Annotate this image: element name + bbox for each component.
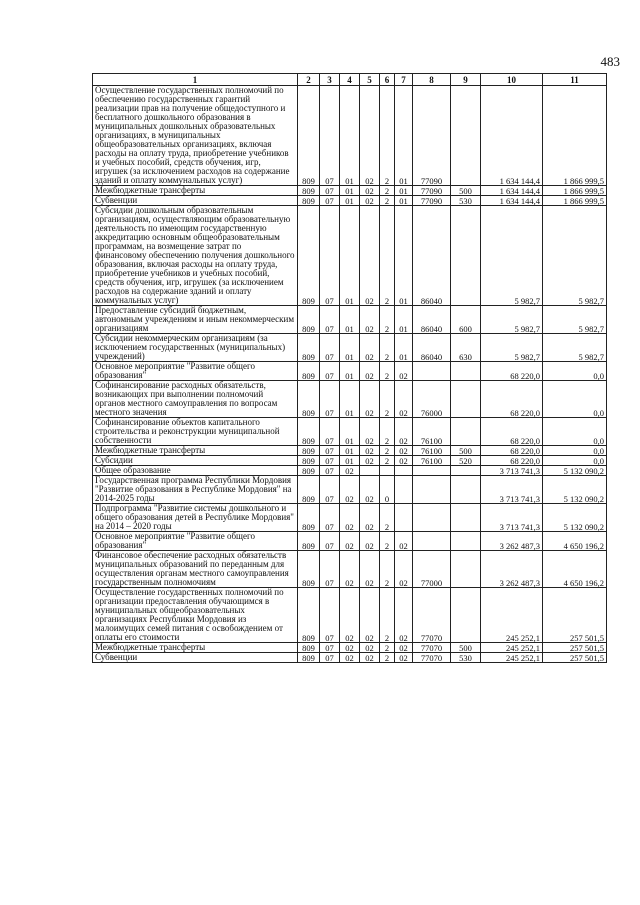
row-value-cell: 2 — [380, 456, 395, 466]
row-value-cell: 809 — [298, 446, 320, 456]
row-value-cell: 07 — [320, 446, 340, 456]
row-name-cell: Субсидии некоммерческим организациям (за исключением государственных (муниципальных) учреждений) — [93, 334, 298, 362]
row-value-cell: 5 982,7 — [481, 334, 543, 362]
row-name-cell: Субвенции — [93, 196, 298, 206]
table-row — [93, 532, 607, 551]
table-row — [93, 466, 607, 476]
row-value-cell: 3 262 487,3 — [481, 551, 543, 588]
row-value-cell: 530 — [451, 653, 481, 663]
row-value-cell: 1 634 144,4 — [481, 186, 543, 196]
row-value-cell: 809 — [298, 466, 320, 476]
row-name-cell: Софинансирование расходных обязательств, возникающих при выполнении полномочий органов местного самоуправления по вопросам местного значения — [93, 381, 298, 418]
column-header: 5 — [360, 74, 380, 86]
row-value-cell: 5 982,7 — [481, 206, 543, 306]
row-value-cell: 77090 — [413, 186, 451, 196]
row-value-cell: 02 — [360, 504, 380, 532]
row-value-cell: 02 — [360, 306, 380, 334]
row-value-cell: 0,0 — [543, 362, 607, 381]
row-value-cell: 245 252,1 — [481, 653, 543, 663]
row-value-cell: 76000 — [413, 381, 451, 418]
row-name-cell: Основное мероприятие "Развитие общего образования" — [93, 362, 298, 381]
row-name-cell: Государственная программа Республики Мордовия "Развитие образования в Республике Мордовия" на 2014-2025 годы — [93, 476, 298, 504]
row-value-cell: 2 — [380, 418, 395, 446]
row-value-cell: 86040 — [413, 206, 451, 306]
budget-table — [92, 73, 607, 663]
row-value-cell: 600 — [451, 306, 481, 334]
row-value-cell: 01 — [340, 381, 360, 418]
table-row — [93, 643, 607, 653]
row-value-cell: 02 — [360, 551, 380, 588]
row-value-cell: 809 — [298, 196, 320, 206]
row-value-cell — [451, 588, 481, 643]
row-value-cell: 02 — [360, 86, 380, 186]
row-value-cell: 1 866 999,5 — [543, 186, 607, 196]
row-value-cell: 02 — [395, 532, 413, 551]
column-header: 10 — [481, 74, 543, 86]
row-value-cell — [451, 504, 481, 532]
row-value-cell: 01 — [395, 206, 413, 306]
row-value-cell: 0,0 — [543, 446, 607, 456]
row-value-cell: 630 — [451, 334, 481, 362]
column-header: 8 — [413, 74, 451, 86]
row-value-cell — [451, 551, 481, 588]
row-value-cell: 0,0 — [543, 418, 607, 446]
row-value-cell: 02 — [360, 653, 380, 663]
row-value-cell: 3 713 741,3 — [481, 466, 543, 476]
row-value-cell: 2 — [380, 446, 395, 456]
row-value-cell: 01 — [340, 334, 360, 362]
row-value-cell: 02 — [360, 206, 380, 306]
row-value-cell: 07 — [320, 362, 340, 381]
row-name-cell: Финансовое обеспечение расходных обязательств муниципальных образований по переданным для осуществления органам местного самоуправления государственным полномочиям — [93, 551, 298, 588]
row-value-cell: 07 — [320, 476, 340, 504]
row-value-cell — [451, 362, 481, 381]
row-value-cell: 2 — [380, 504, 395, 532]
row-value-cell: 02 — [360, 362, 380, 381]
row-value-cell: 500 — [451, 446, 481, 456]
table-row — [93, 334, 607, 362]
row-value-cell: 500 — [451, 186, 481, 196]
row-value-cell: 02 — [340, 588, 360, 643]
row-value-cell: 5 132 090,2 — [543, 504, 607, 532]
row-value-cell: 07 — [320, 653, 340, 663]
row-value-cell: 01 — [340, 206, 360, 306]
row-value-cell: 01 — [340, 86, 360, 186]
row-name-cell: Софинансирование объектов капитального строительства и реконструкции муниципальной собственности — [93, 418, 298, 446]
row-value-cell: 07 — [320, 456, 340, 466]
row-value-cell: 0,0 — [543, 381, 607, 418]
row-value-cell: 809 — [298, 306, 320, 334]
row-value-cell: 02 — [395, 362, 413, 381]
column-header: 3 — [320, 74, 340, 86]
row-name-cell: Подпрограмма "Развитие системы дошкольного и общего образования детей в Республике Мордовия" на 2014 – 2020 годы — [93, 504, 298, 532]
row-value-cell: 02 — [360, 532, 380, 551]
column-header: 7 — [395, 74, 413, 86]
row-value-cell: 809 — [298, 381, 320, 418]
row-value-cell: 809 — [298, 456, 320, 466]
row-value-cell: 02 — [340, 476, 360, 504]
row-value-cell: 500 — [451, 643, 481, 653]
row-value-cell: 02 — [395, 381, 413, 418]
row-value-cell: 02 — [340, 653, 360, 663]
row-value-cell — [413, 466, 451, 476]
row-value-cell — [451, 86, 481, 186]
row-value-cell: 3 262 487,3 — [481, 532, 543, 551]
row-value-cell: 07 — [320, 466, 340, 476]
row-value-cell: 809 — [298, 418, 320, 446]
row-value-cell: 5 982,7 — [481, 306, 543, 334]
row-name-cell: Осуществление государственных полномочий по обеспечению государственных гарантий реализации прав на получение общедоступного и бесплатного дошкольного образования в муниципальных дошкольных образовательных организациях, в муниципальных общеобразовательных организациях, включая расходы на оплату труда, приобретение учебников и учебных пособий, средств обучения, игр, игрушек (за исключением расходов на содержание зданий и оплату коммунальных услуг) — [93, 86, 298, 186]
table-row — [93, 86, 607, 186]
row-value-cell: 1 634 144,4 — [481, 196, 543, 206]
row-value-cell: 02 — [360, 196, 380, 206]
row-value-cell: 68 220,0 — [481, 362, 543, 381]
table-row — [93, 551, 607, 588]
row-value-cell: 02 — [395, 653, 413, 663]
row-value-cell: 02 — [395, 446, 413, 456]
row-value-cell: 02 — [395, 456, 413, 466]
row-value-cell — [395, 466, 413, 476]
row-value-cell: 257 501,5 — [543, 588, 607, 643]
row-value-cell: 0 — [380, 476, 395, 504]
row-value-cell: 5 132 090,2 — [543, 466, 607, 476]
row-value-cell: 01 — [395, 334, 413, 362]
row-value-cell: 4 650 196,2 — [543, 532, 607, 551]
row-value-cell: 02 — [340, 466, 360, 476]
row-value-cell: 2 — [380, 643, 395, 653]
row-value-cell: 02 — [340, 504, 360, 532]
table-row — [93, 418, 607, 446]
table-row — [93, 381, 607, 418]
row-name-cell: Межбюджетные трансферты — [93, 186, 298, 196]
row-name-cell: Межбюджетные трансферты — [93, 643, 298, 653]
row-value-cell: 07 — [320, 306, 340, 334]
row-value-cell: 01 — [340, 306, 360, 334]
row-value-cell — [413, 532, 451, 551]
row-value-cell: 02 — [340, 551, 360, 588]
row-value-cell: 02 — [340, 643, 360, 653]
table-row — [93, 362, 607, 381]
row-value-cell: 07 — [320, 186, 340, 196]
row-value-cell — [451, 466, 481, 476]
row-value-cell — [395, 476, 413, 504]
row-name-cell: Субвенции — [93, 653, 298, 663]
row-value-cell: 0,0 — [543, 456, 607, 466]
row-name-cell: Межбюджетные трансферты — [93, 446, 298, 456]
row-value-cell: 1 634 144,4 — [481, 86, 543, 186]
row-value-cell: 01 — [340, 446, 360, 456]
row-value-cell: 07 — [320, 334, 340, 362]
row-value-cell: 809 — [298, 643, 320, 653]
row-value-cell: 07 — [320, 381, 340, 418]
row-value-cell: 02 — [360, 186, 380, 196]
row-name-cell: Общее образование — [93, 466, 298, 476]
row-value-cell: 3 713 741,3 — [481, 476, 543, 504]
row-value-cell: 02 — [340, 532, 360, 551]
row-value-cell: 77070 — [413, 653, 451, 663]
row-value-cell: 2 — [380, 86, 395, 186]
row-value-cell — [380, 466, 395, 476]
column-header: 6 — [380, 74, 395, 86]
row-value-cell: 01 — [395, 86, 413, 186]
row-value-cell — [451, 206, 481, 306]
row-value-cell: 5 982,7 — [543, 206, 607, 306]
row-value-cell: 02 — [395, 418, 413, 446]
table-row — [93, 446, 607, 456]
row-value-cell: 2 — [380, 334, 395, 362]
row-value-cell: 245 252,1 — [481, 643, 543, 653]
row-name-cell: Субсидии дошкольным образовательным организациям, осуществляющим образовательную деятельность по имеющим государственную аккредитацию основным общеобразовательным программам, на возмещение затрат по финансовому обеспечению получения дошкольного образования, включая расходы на оплату труда, приобретение учебников и учебных пособий, средств обучения, игр, игрушек (за исключением расходов на содержание зданий и оплату коммунальных услуг) — [93, 206, 298, 306]
row-value-cell: 02 — [395, 551, 413, 588]
row-value-cell: 02 — [360, 446, 380, 456]
row-value-cell: 68 220,0 — [481, 418, 543, 446]
row-value-cell: 5 132 090,2 — [543, 476, 607, 504]
table-row — [93, 456, 607, 466]
row-value-cell: 809 — [298, 532, 320, 551]
row-value-cell — [413, 504, 451, 532]
row-value-cell: 77000 — [413, 551, 451, 588]
row-value-cell: 77070 — [413, 588, 451, 643]
row-value-cell: 1 866 999,5 — [543, 196, 607, 206]
row-value-cell: 809 — [298, 362, 320, 381]
row-value-cell: 809 — [298, 653, 320, 663]
table-row — [93, 653, 607, 663]
row-value-cell: 01 — [395, 186, 413, 196]
table-row — [93, 206, 607, 306]
row-value-cell: 809 — [298, 588, 320, 643]
row-value-cell: 07 — [320, 588, 340, 643]
row-value-cell: 530 — [451, 196, 481, 206]
row-value-cell: 01 — [395, 306, 413, 334]
column-header: 1 — [93, 74, 298, 86]
table-row — [93, 504, 607, 532]
row-value-cell: 07 — [320, 532, 340, 551]
row-value-cell: 68 220,0 — [481, 456, 543, 466]
row-value-cell: 02 — [360, 381, 380, 418]
row-value-cell: 76100 — [413, 446, 451, 456]
row-value-cell: 76100 — [413, 456, 451, 466]
row-value-cell: 2 — [380, 588, 395, 643]
row-value-cell — [451, 418, 481, 446]
row-value-cell: 77070 — [413, 643, 451, 653]
row-value-cell — [451, 532, 481, 551]
table-row — [93, 196, 607, 206]
row-value-cell: 07 — [320, 418, 340, 446]
row-value-cell: 5 982,7 — [543, 306, 607, 334]
row-value-cell: 2 — [380, 551, 395, 588]
row-value-cell: 77090 — [413, 196, 451, 206]
row-value-cell: 68 220,0 — [481, 381, 543, 418]
row-value-cell: 809 — [298, 504, 320, 532]
row-value-cell: 809 — [298, 206, 320, 306]
row-value-cell: 02 — [395, 643, 413, 653]
row-value-cell: 07 — [320, 86, 340, 186]
column-header: 9 — [451, 74, 481, 86]
row-value-cell: 2 — [380, 532, 395, 551]
row-value-cell: 809 — [298, 86, 320, 186]
row-value-cell: 2 — [380, 653, 395, 663]
row-value-cell: 02 — [360, 588, 380, 643]
row-value-cell: 2 — [380, 186, 395, 196]
row-value-cell: 2 — [380, 196, 395, 206]
row-value-cell — [451, 381, 481, 418]
table-row — [93, 476, 607, 504]
row-value-cell: 01 — [340, 196, 360, 206]
row-value-cell: 3 713 741,3 — [481, 504, 543, 532]
row-name-cell: Предоставление субсидий бюджетным, автономным учреждениям и иным некоммерческим организациям — [93, 306, 298, 334]
row-value-cell: 68 220,0 — [481, 446, 543, 456]
row-value-cell: 2 — [380, 381, 395, 418]
table-row — [93, 588, 607, 643]
table-row — [93, 186, 607, 196]
row-value-cell: 257 501,5 — [543, 653, 607, 663]
row-value-cell: 809 — [298, 551, 320, 588]
row-value-cell: 2 — [380, 306, 395, 334]
column-header: 2 — [298, 74, 320, 86]
row-value-cell: 07 — [320, 551, 340, 588]
row-value-cell: 02 — [360, 456, 380, 466]
row-value-cell: 809 — [298, 334, 320, 362]
row-value-cell: 1 866 999,5 — [543, 86, 607, 186]
row-value-cell: 86040 — [413, 306, 451, 334]
page-number: 483 — [600, 54, 620, 69]
row-value-cell: 245 252,1 — [481, 588, 543, 643]
row-value-cell: 4 650 196,2 — [543, 551, 607, 588]
column-header: 11 — [543, 74, 607, 86]
row-name-cell: Основное мероприятие "Развитие общего образования" — [93, 532, 298, 551]
row-value-cell — [395, 504, 413, 532]
row-value-cell: 01 — [340, 456, 360, 466]
row-value-cell: 02 — [395, 588, 413, 643]
row-value-cell: 01 — [395, 196, 413, 206]
column-header: 4 — [340, 74, 360, 86]
row-value-cell: 02 — [360, 643, 380, 653]
row-value-cell — [360, 466, 380, 476]
row-value-cell: 5 982,7 — [543, 334, 607, 362]
row-value-cell: 07 — [320, 206, 340, 306]
row-value-cell: 07 — [320, 504, 340, 532]
row-value-cell — [413, 362, 451, 381]
row-value-cell: 01 — [340, 186, 360, 196]
row-value-cell: 07 — [320, 643, 340, 653]
row-value-cell: 77090 — [413, 86, 451, 186]
row-value-cell: 02 — [360, 334, 380, 362]
row-value-cell: 2 — [380, 206, 395, 306]
row-value-cell — [451, 476, 481, 504]
row-value-cell: 520 — [451, 456, 481, 466]
row-value-cell: 02 — [360, 476, 380, 504]
row-value-cell: 76100 — [413, 418, 451, 446]
row-value-cell: 257 501,5 — [543, 643, 607, 653]
row-value-cell: 07 — [320, 196, 340, 206]
row-value-cell — [413, 476, 451, 504]
row-value-cell: 86040 — [413, 334, 451, 362]
row-value-cell: 01 — [340, 418, 360, 446]
row-name-cell: Осуществление государственных полномочий по организации предоставления обучающимся в муниципальных общеобразовательных организациях Республики Мордовия из малоимущих семей питания с освобождением от оплаты его стоимости — [93, 588, 298, 643]
table-row — [93, 306, 607, 334]
table-header-row — [93, 74, 607, 86]
row-value-cell: 01 — [340, 362, 360, 381]
row-value-cell: 809 — [298, 476, 320, 504]
row-name-cell: Субсидии — [93, 456, 298, 466]
row-value-cell: 02 — [360, 418, 380, 446]
row-value-cell: 809 — [298, 186, 320, 196]
row-value-cell: 2 — [380, 362, 395, 381]
